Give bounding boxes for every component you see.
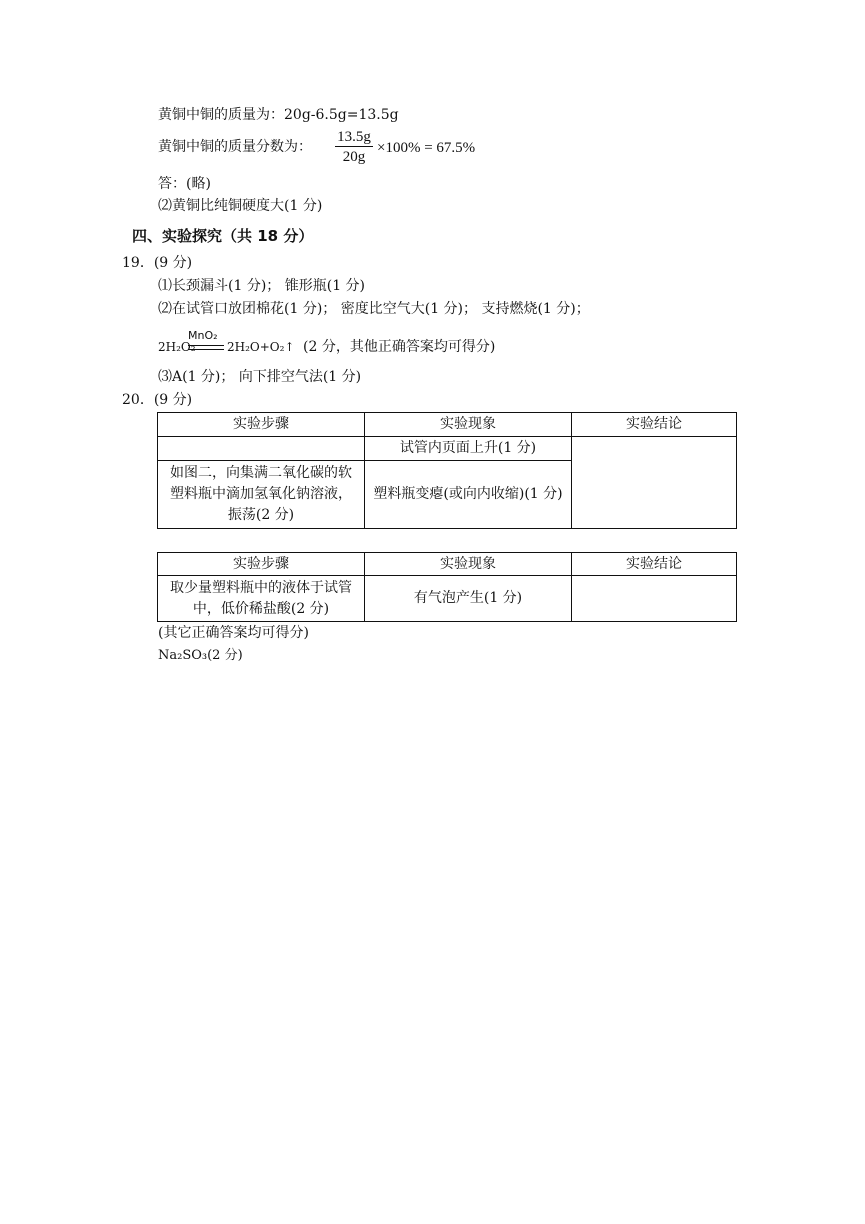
answer-line: 答：(略) (158, 176, 211, 192)
copper-mass-line: 黄铜中铜的质量为：20g-6.5g=13.5g (158, 107, 399, 123)
experiment-table-2 (157, 552, 737, 622)
experiment-table-1 (157, 412, 737, 529)
question-18-2: ⑵黄铜比纯铜硬度大(1 分) (158, 198, 323, 214)
note-line: (其它正确答案均可得分) (158, 625, 309, 641)
final-answer: Na₂SO₃(2 分) (158, 648, 243, 663)
equation-left: 2H₂O₂ (158, 340, 196, 354)
table1-header-phenomenon: 实验现象 (365, 413, 572, 437)
table2-row1-phenomenon: 有气泡产生(1 分) (365, 576, 572, 622)
table2-row1-conclusion (572, 576, 737, 622)
question-20-number: 20．(9 分) (122, 392, 193, 408)
equation-double-line (188, 345, 224, 350)
table2-header-phenomenon: 实验现象 (365, 553, 572, 576)
copper-fraction-label: 黄铜中铜的质量分数为： (158, 139, 312, 155)
table1-row1-step (158, 437, 365, 461)
table1-header-step: 实验步骤 (158, 413, 365, 437)
equation-note: (2 分，其他正确答案均可得分) (303, 339, 496, 355)
table1-header-conclusion: 实验结论 (572, 413, 737, 437)
fraction (335, 128, 373, 167)
fraction-result: ×100% = 67.5% (377, 140, 476, 156)
question-19-number: 19．(9 分) (122, 255, 193, 271)
question-19-2: ⑵在试管口放团棉花(1 分)； 密度比空气大(1 分)； 支持燃烧(1 分)； (158, 301, 590, 317)
fraction-denominator: 20g (342, 149, 366, 165)
question-19-3: ⑶A(1 分)； 向下排空气法(1 分) (158, 369, 362, 385)
table1-row2-phenomenon: 塑料瓶变瘪(或向内收缩)(1 分) (365, 461, 572, 529)
table1-conclusion-cell (572, 437, 737, 529)
table2-row1-step: 取少量塑料瓶中的液体于试管中，低价稀盐酸(2 分) (158, 576, 365, 622)
equation-catalyst: MnO₂ (188, 329, 218, 342)
table1-row1-phenomenon: 试管内页面上升(1 分) (365, 437, 572, 461)
equation-right: 2H₂O+O₂↑ (227, 340, 295, 354)
section-heading: 四、实验探究（共 18 分） (132, 227, 314, 245)
question-19-1: ⑴长颈漏斗(1 分)； 锥形瓶(1 分) (158, 278, 366, 294)
fraction-numerator: 13.5g (335, 128, 373, 147)
table2-header-step: 实验步骤 (158, 553, 365, 576)
table1-row2-step: 如图二，向集满二氧化碳的软塑料瓶中滴加氢氧化钠溶液，振荡(2 分) (158, 461, 365, 529)
table2-header-conclusion: 实验结论 (572, 553, 737, 576)
